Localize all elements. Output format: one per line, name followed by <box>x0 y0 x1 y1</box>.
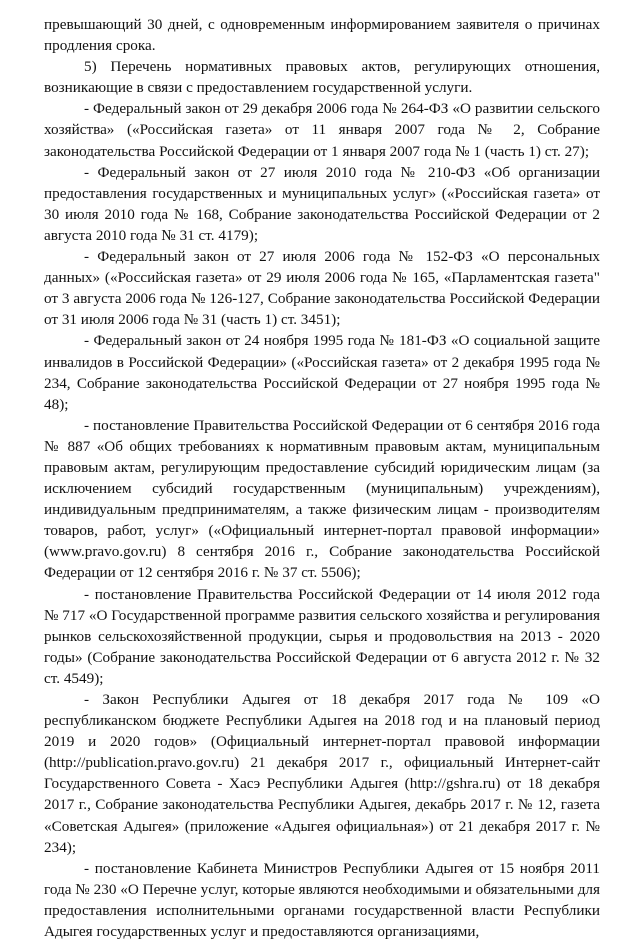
paragraph-continuation: превышающий 30 дней, с одновременным информированием заявителя о причинах продления срока. <box>44 16 600 55</box>
list-item-federal-law-181: - Федеральный закон от 24 ноября 1995 года № 181-ФЗ «О социальной защите инвалидов в Российской Федерации» («Российская газета» от 2 декабря 1995 года № 234, Собрание законодательства Российской Федерации от 27 ноября 1995 года № 48); <box>44 332 600 413</box>
list-item-federal-law-264: - Федеральный закон от 29 декабря 2006 года № 264-ФЗ «О развитии сельского хозяйства» («Российская газета» от 11 января 2007 года № 2, Собрание законодательства Российской Федерации от 1 января 2007 года № 1 (часть 1) ст. 27); <box>44 100 600 160</box>
list-item-federal-law-152: - Федеральный закон от 27 июля 2006 года № 152-ФЗ «О персональных данных» («Российская газета» от 29 июля 2006 года № 165, «Парламентская газета" от 3 августа 2006 года № 126-127, Собрание законодательства Российской Федерации от 31 июля 2006 года № 31 (часть 1) ст. 3451); <box>44 248 600 329</box>
list-item-resolution-717: - постановление Правительства Российской Федерации от 14 июля 2012 года № 717 «О Государственной программе развития сельского хозяйства и регулирования рынков сельскохозяйственной продукции, сырья и продовольствия на 2013 - 2020 годы» (Собрание законодательства Российской Федерации от 6 августа 2012 г. № 32 ст. 4549); <box>44 585 600 687</box>
list-item-cabinet-resolution-230: - постановление Кабинета Министров Республики Адыгея от 15 ноября 2011 года № 230 «О Перечне услуг, которые являются необходимыми и обязательными для предоставления исполнительными органами государственной власти Республики Адыгея государственных услуг и предоставляются организациями, <box>44 859 600 941</box>
document-page <box>44 14 600 942</box>
list-item-adygea-law-109: - Закон Республики Адыгея от 18 декабря 2017 года № 109 «О республиканском бюджете Республики Адыгея на 2018 год и на плановый период 2019 и 2020 годов» (Официальный интернет-портал правовой информации (http://publication.pravo.gov.ru) 21 декабря 2017 г., официальный Интернет-сайт Государственного Совета - Хасэ Республики Адыгея (http://gshra.ru) от 18 декабря 2017 г., Собрание законодательства Республики Адыгея, декабрь 2017 г. № 12, газета «Советская Адыгея» (приложение «Адыгея официальная») от 21 декабря 2017 г. № 234); <box>44 691 600 856</box>
list-item-federal-law-210: - Федеральный закон от 27 июля 2010 года № 210-ФЗ «Об организации предоставления государственных и муниципальных услуг» («Российская газета» от 30 июля 2010 года № 168, Собрание законодательства Российской Федерации от 2 августа 2010 года № 31 ст. 4179); <box>44 163 600 244</box>
paragraph-legal-acts-heading: 5) Перечень нормативных правовых актов, регулирующих отношения, возникающие в связи с предоставлением государственной услуги. <box>44 58 600 97</box>
list-item-resolution-887: - постановление Правительства Российской Федерации от 6 сентября 2016 года № 887 «Об общих требованиях к нормативным правовым актам, муниципальным правовым актам, регулирующим предоставление субсидий юридическим лицам (за исключением субсидий государственным (муниципальным) учреждениям), индивидуальным предпринимателям, а также физическим лицам - производителям товаров, работ, услуг» («Официальный интернет-портал правовой информации» (www.pravo.gov.ru) 8 сентября 2016 г., Собрание законодательства Российской Федерации от 12 сентября 2016 г. № 37 ст. 5506); <box>44 416 600 582</box>
